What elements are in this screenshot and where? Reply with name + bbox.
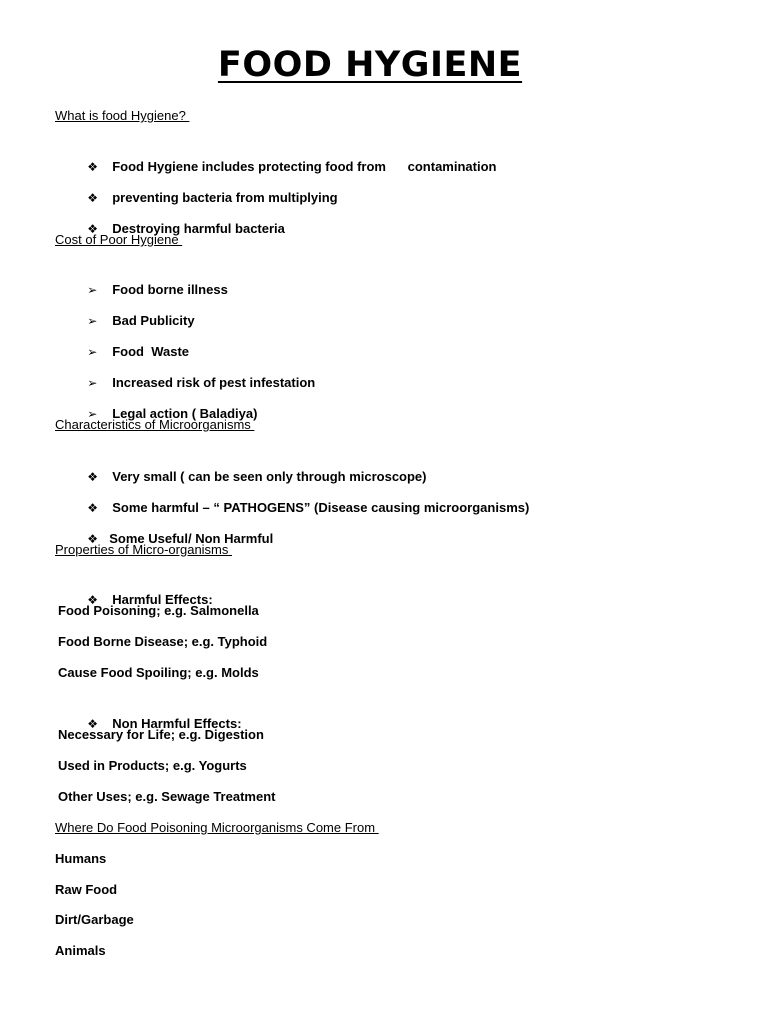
list-item-text: Destroying harmful bacteria [112,221,285,236]
section-heading-cost: Cost of Poor Hygiene [55,232,183,247]
diamond-bullet-icon: ❖ [87,222,98,236]
list-item-text: Food Hygiene includes protecting food from contamination [112,159,497,174]
arrow-bullet-icon: ➢ [87,376,98,390]
arrow-bullet-icon: ➢ [87,407,98,421]
section-heading-characteristics: Characteristics of Microorganisms [55,417,255,432]
diamond-bullet-icon: ❖ [87,593,98,607]
list-item-text: Bad Publicity [112,313,195,328]
list-item: Humans [55,851,107,866]
arrow-bullet-icon: ➢ [87,283,98,297]
section-heading-sources: Where Do Food Poisoning Microorganisms Come From [55,820,379,835]
list-item: Dirt/Garbage [55,912,134,927]
list-item-text: Legal action ( Baladiya) [112,406,258,421]
list-item: Other Uses; e.g. Sewage Treatment [58,789,276,804]
page-title: FOOD HYGIENE [217,45,523,85]
diamond-bullet-icon: ❖ [87,191,98,205]
list-item: Food Borne Disease; e.g. Typhoid [58,634,268,649]
diamond-bullet-icon: ❖ [87,717,98,731]
list-item: Raw Food [55,882,118,897]
list-item-text: Food borne illness [112,282,228,297]
list-item-text: Increased risk of pest infestation [112,375,316,390]
diamond-bullet-icon: ❖ [87,470,98,484]
list-item: Necessary for Life; e.g. Digestion [58,727,264,742]
harmful-effects-label: Harmful Effects: [112,592,213,607]
non-harmful-effects-label: Non Harmful Effects: [112,716,242,731]
section-heading-properties: Properties of Micro-organisms [55,542,232,557]
list-item-text: preventing bacteria from multiplying [112,190,338,205]
list-item: Used in Products; e.g. Yogurts [58,758,247,773]
list-item-text: Food Waste [112,344,190,359]
list-item-text: Very small ( can be seen only through microscope) [112,469,427,484]
diamond-bullet-icon: ❖ [87,501,98,515]
list-item: Animals [55,943,106,958]
list-item: Cause Food Spoiling; e.g. Molds [58,665,259,680]
list-item-text: Some harmful – “ PATHOGENS” (Disease causing microorganisms) [112,500,530,515]
list-item-text: Some Useful/ Non Harmful [109,531,274,546]
arrow-bullet-icon: ➢ [87,314,98,328]
diamond-bullet-icon: ❖ [87,532,98,546]
section-heading-what-is: What is food Hygiene? [55,108,190,123]
diamond-bullet-icon: ❖ [87,160,98,174]
arrow-bullet-icon: ➢ [87,345,98,359]
list-item: Food Poisoning; e.g. Salmonella [58,603,259,618]
